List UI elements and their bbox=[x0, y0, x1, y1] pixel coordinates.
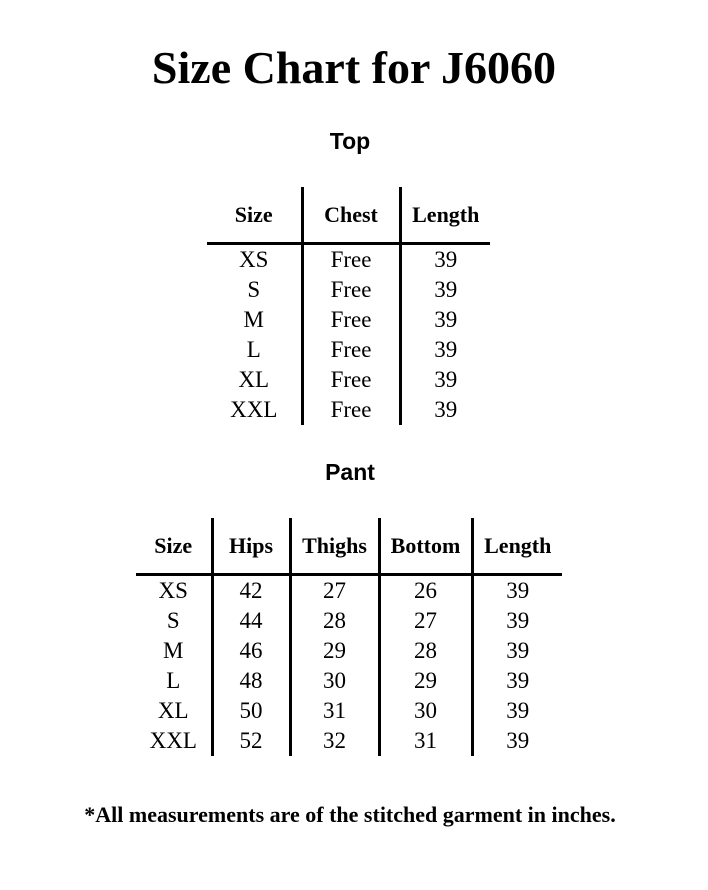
size-cell: S bbox=[207, 275, 302, 305]
table-row bbox=[207, 395, 490, 425]
hips-cell: 46 bbox=[212, 636, 290, 666]
hips-cell: 48 bbox=[212, 666, 290, 696]
top-section-title: Top bbox=[329, 128, 371, 154]
thighs-cell: 29 bbox=[290, 636, 379, 666]
length-cell: 39 bbox=[434, 277, 458, 302]
table-row bbox=[207, 335, 490, 365]
length-cell: 39 bbox=[506, 608, 530, 633]
table-row bbox=[136, 606, 562, 636]
size-cell: M bbox=[136, 636, 212, 666]
bottom-cell: 29 bbox=[379, 666, 472, 696]
chest-cell: Free bbox=[302, 275, 400, 305]
size-cell: XXL bbox=[207, 395, 302, 425]
pant-size-table bbox=[136, 518, 562, 756]
size-cell: S bbox=[136, 606, 212, 636]
table-header-row bbox=[136, 518, 562, 575]
hips-cell: 42 bbox=[212, 575, 290, 607]
hips-cell: 44 bbox=[212, 606, 290, 636]
bottom-cell: 31 bbox=[379, 726, 472, 756]
length-cell: 39 bbox=[506, 668, 530, 693]
column-header-size: Size bbox=[207, 187, 302, 244]
column-header-chest: Chest bbox=[302, 187, 400, 244]
bottom-cell: 26 bbox=[379, 575, 472, 607]
size-cell: L bbox=[207, 335, 302, 365]
pant-section-title: Pant bbox=[325, 459, 375, 485]
thighs-cell: 30 bbox=[290, 666, 379, 696]
table-header-row bbox=[207, 187, 490, 244]
size-cell: XL bbox=[136, 696, 212, 726]
column-header-hips: Hips bbox=[212, 518, 290, 575]
table-row bbox=[136, 575, 562, 607]
table-row bbox=[207, 275, 490, 305]
chest-cell: Free bbox=[302, 395, 400, 425]
chest-cell: Free bbox=[302, 305, 400, 335]
size-cell: XL bbox=[207, 365, 302, 395]
length-cell: 39 bbox=[434, 307, 458, 332]
length-cell: 39 bbox=[506, 728, 530, 753]
table-row bbox=[207, 365, 490, 395]
table-row bbox=[207, 305, 490, 335]
length-cell: 39 bbox=[434, 397, 458, 422]
column-header-length: Length bbox=[400, 187, 490, 244]
table-row bbox=[136, 696, 562, 726]
thighs-cell: 27 bbox=[290, 575, 379, 607]
bottom-cell: 28 bbox=[379, 636, 472, 666]
size-cell: XS bbox=[136, 575, 212, 607]
hips-cell: 50 bbox=[212, 696, 290, 726]
page-title: Size Chart for J6060 bbox=[151, 42, 557, 93]
measurement-footnote: *All measurements are of the stitched garment in inches. bbox=[84, 802, 616, 827]
column-header-bottom: Bottom bbox=[379, 518, 472, 575]
size-cell: L bbox=[136, 666, 212, 696]
table-row bbox=[207, 244, 490, 276]
hips-cell: 52 bbox=[212, 726, 290, 756]
table-row bbox=[136, 726, 562, 756]
size-cell: XS bbox=[207, 244, 302, 276]
bottom-cell: 30 bbox=[379, 696, 472, 726]
column-header-size: Size bbox=[136, 518, 212, 575]
chest-cell: Free bbox=[302, 244, 400, 276]
length-cell: 39 bbox=[434, 247, 458, 272]
thighs-cell: 32 bbox=[290, 726, 379, 756]
top-size-table bbox=[207, 187, 490, 425]
length-cell: 39 bbox=[506, 638, 530, 663]
length-cell: 39 bbox=[506, 578, 530, 603]
length-cell: 39 bbox=[434, 367, 458, 392]
bottom-cell: 27 bbox=[379, 606, 472, 636]
size-cell: M bbox=[207, 305, 302, 335]
length-cell: 39 bbox=[434, 337, 458, 362]
column-header-thighs: Thighs bbox=[290, 518, 379, 575]
length-cell: 39 bbox=[506, 698, 530, 723]
size-cell: XXL bbox=[136, 726, 212, 756]
thighs-cell: 31 bbox=[290, 696, 379, 726]
chest-cell: Free bbox=[302, 335, 400, 365]
table-row bbox=[136, 636, 562, 666]
chest-cell: Free bbox=[302, 365, 400, 395]
column-header-length: Length bbox=[472, 518, 562, 575]
thighs-cell: 28 bbox=[290, 606, 379, 636]
table-row bbox=[136, 666, 562, 696]
